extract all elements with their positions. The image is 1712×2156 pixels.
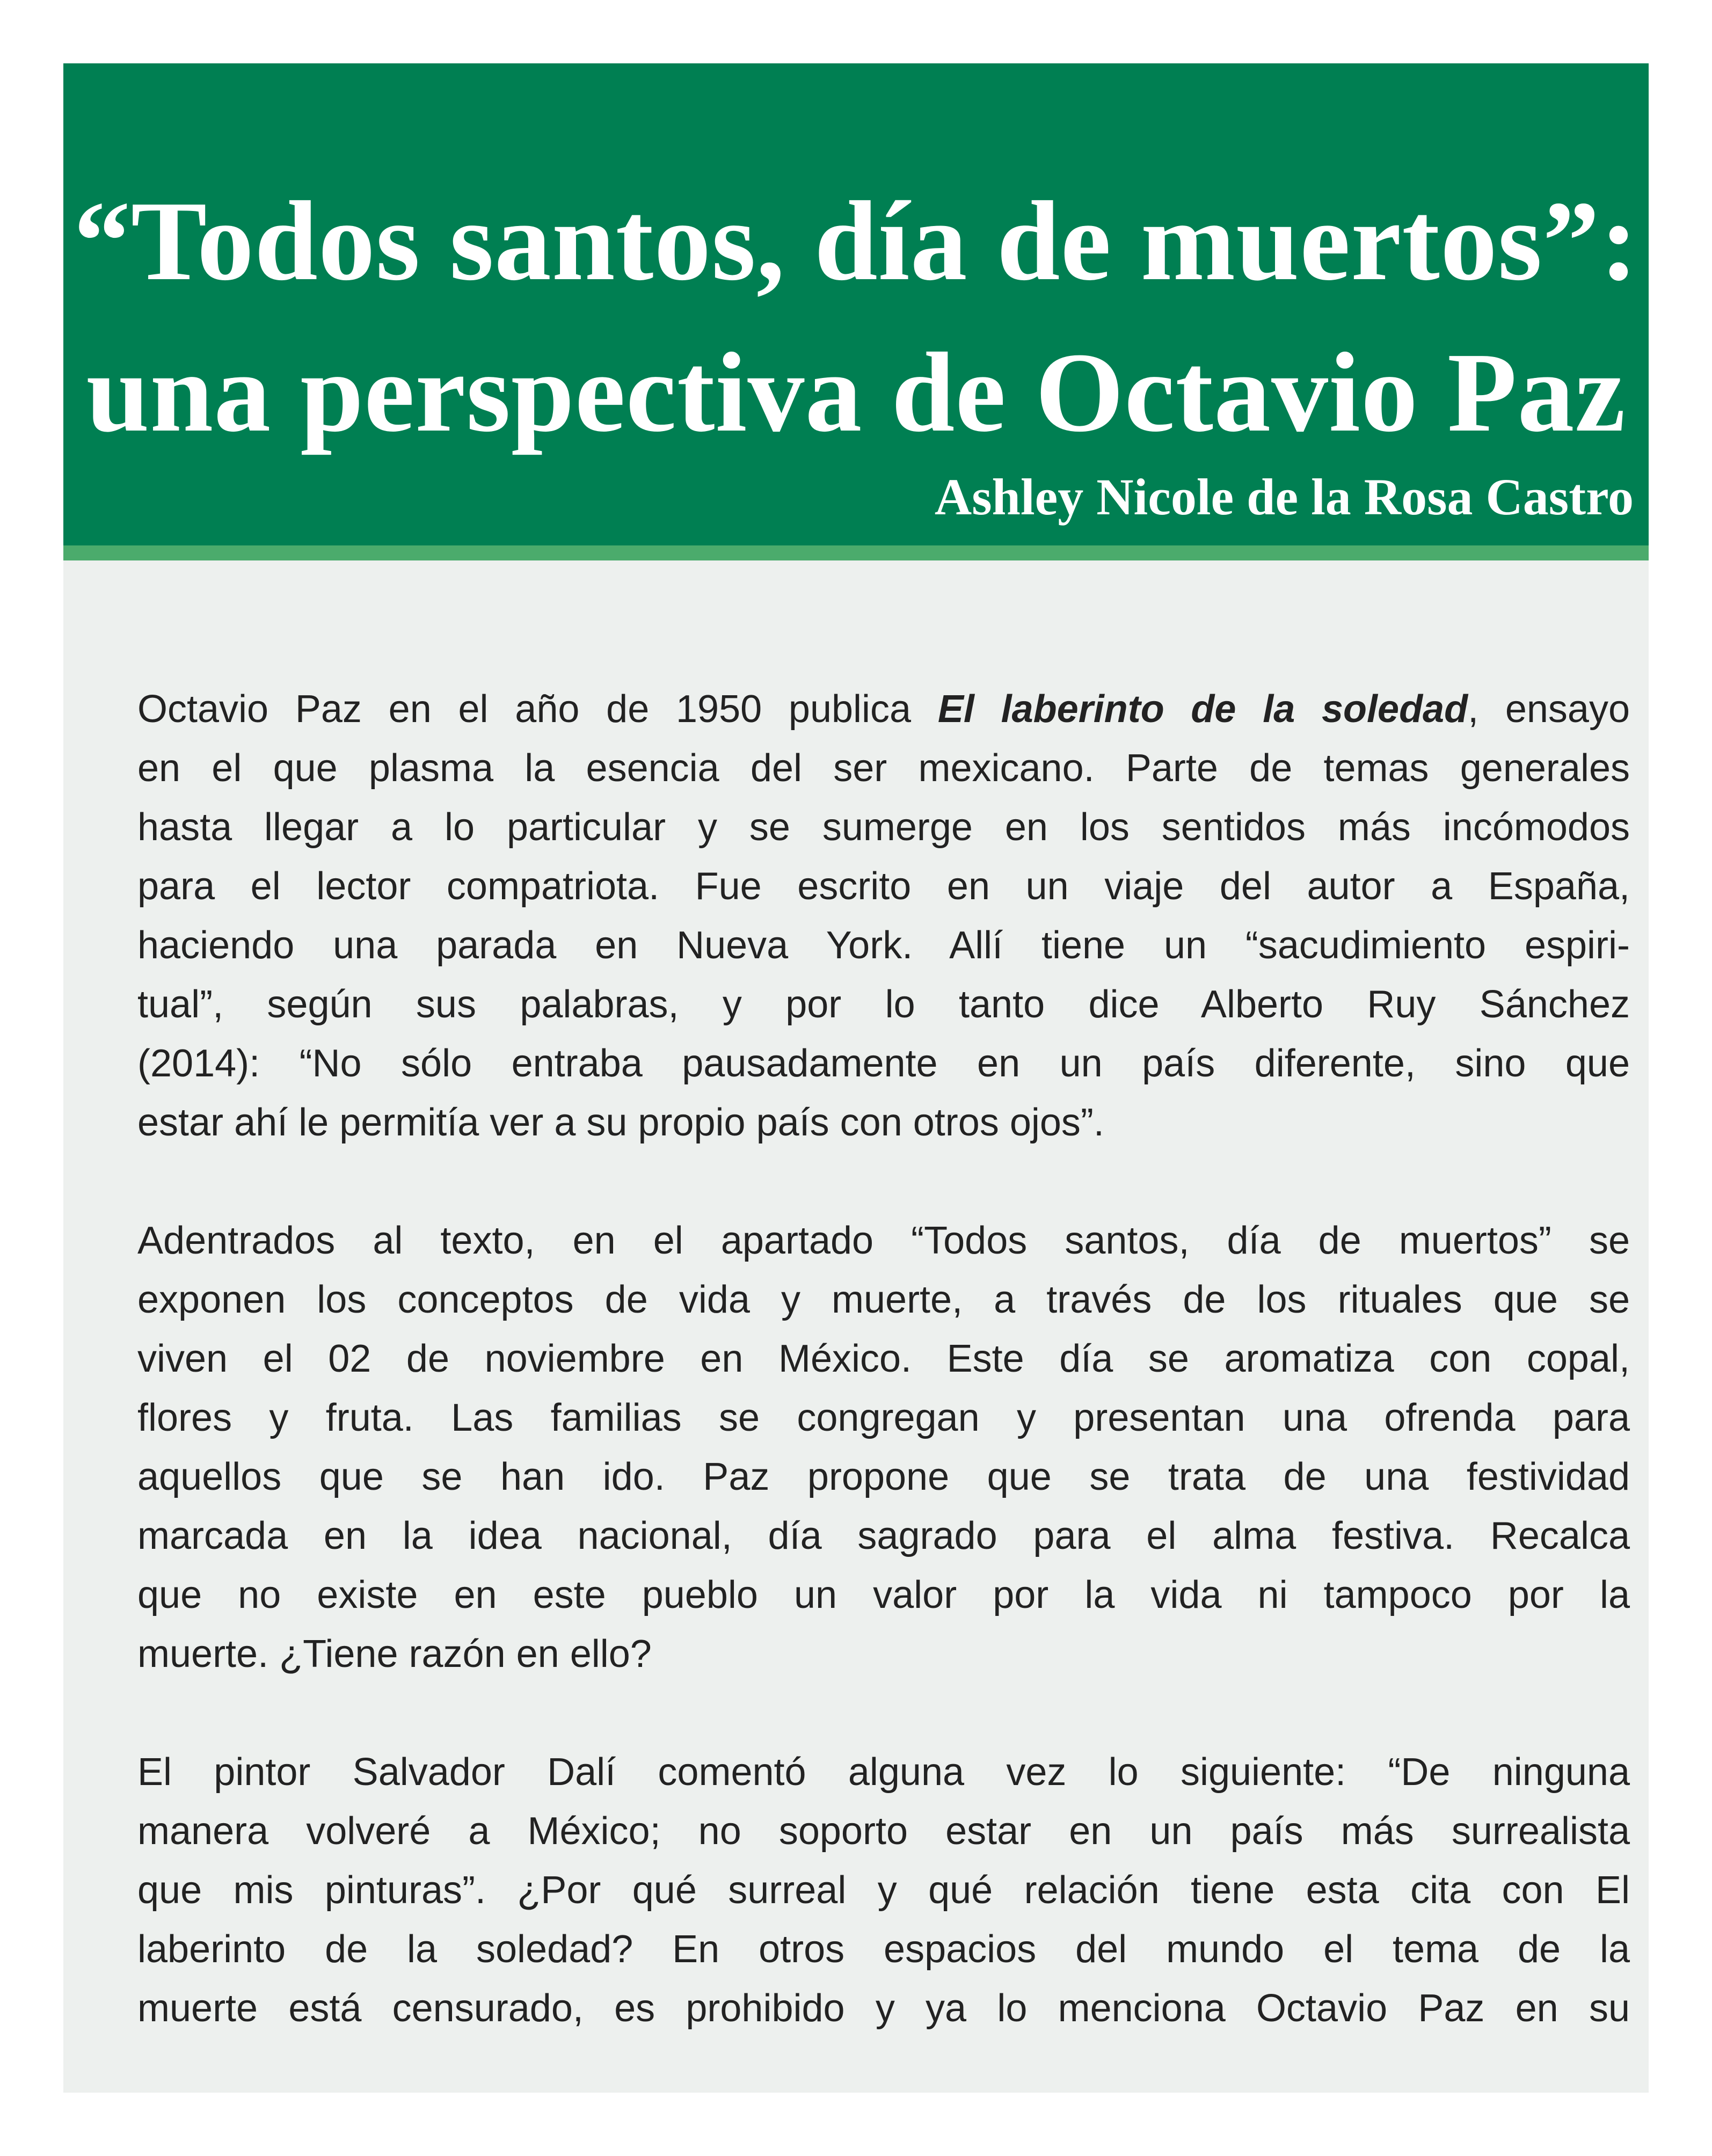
text-line: haciendo una parada en Nueva York. Allí tiene un “sacudimiento espiri- xyxy=(137,924,1630,967)
text-line: El pintor Salvador Dalí comentó alguna vez lo siguiente: “De ninguna xyxy=(137,1751,1630,1794)
article-body xyxy=(137,680,1630,2097)
article-page xyxy=(63,63,1649,2093)
text-line: manera volveré a México; no soporto estar en un país más surrealista xyxy=(137,1810,1630,1853)
paragraph-2 xyxy=(137,1211,1630,1684)
text-segment: , ensayo xyxy=(1468,688,1630,731)
text-line: laberinto de la soledad? En otros espacios del mundo el tema de la xyxy=(137,1928,1630,1971)
paragraph-3 xyxy=(137,1743,1630,2038)
text-line: que mis pinturas”. ¿Por qué surreal y qué relación tiene esta cita con El xyxy=(137,1869,1630,1912)
title-line: una perspectiva de Octavio Paz xyxy=(86,329,1626,455)
text-line: exponen los conceptos de vida y muerte, a través de los rituales que se xyxy=(137,1278,1630,1321)
text-line: en el que plasma la esencia del ser mexicano. Parte de temas generales xyxy=(137,747,1630,790)
article-title xyxy=(63,165,1649,468)
text-line xyxy=(137,680,1630,739)
text-line: flores y fruta. Las familias se congregan y presentan una ofrenda para xyxy=(137,1396,1630,1439)
text-line: aquellos que se han ido. Paz propone que se trata de una festividad xyxy=(137,1455,1630,1498)
text-line: (2014): “No sólo entraba pausadamente en un país diferente, sino que xyxy=(137,1042,1630,1085)
text-line: hasta llegar a lo particular y se sumerge en los sentidos más incómodos xyxy=(137,806,1630,849)
text-line: para el lector compatriota. Fue escrito en un viaje del autor a España, xyxy=(137,865,1630,908)
text-line: Adentrados al texto, en el apartado “Todos santos, día de muertos” se xyxy=(137,1219,1630,1262)
title-line: “Todos santos, día de muertos”: xyxy=(73,178,1639,304)
paragraph-1 xyxy=(137,680,1630,1152)
book-title: El laberinto de la soledad xyxy=(937,688,1468,731)
text-line: que no existe en este pueblo un valor por la vida ni tampoco por la xyxy=(137,1574,1630,1616)
text-line: tual”, según sus palabras, y por lo tanto dice Alberto Ruy Sánchez xyxy=(137,983,1630,1026)
text-segment: Octavio Paz en el año de 1950 publica xyxy=(137,688,938,731)
author-name: Ashley Nicole de la Rosa Castro xyxy=(934,468,1634,526)
text-line: estar ahí le permitía ver a su propio país con otros ojos”. xyxy=(137,1101,1104,1144)
banner-divider xyxy=(63,545,1649,560)
title-banner xyxy=(63,63,1649,545)
text-line: viven el 02 de noviembre en México. Este día se aromatiza con copal, xyxy=(137,1337,1630,1380)
text-line: marcada en la idea nacional, día sagrado para el alma festiva. Recalca xyxy=(137,1514,1630,1557)
text-line: muerte está censurado, es prohibido y ya lo menciona Octavio Paz en su xyxy=(137,1987,1630,2030)
text-line: muerte. ¿Tiene razón en ello? xyxy=(137,1633,652,1676)
